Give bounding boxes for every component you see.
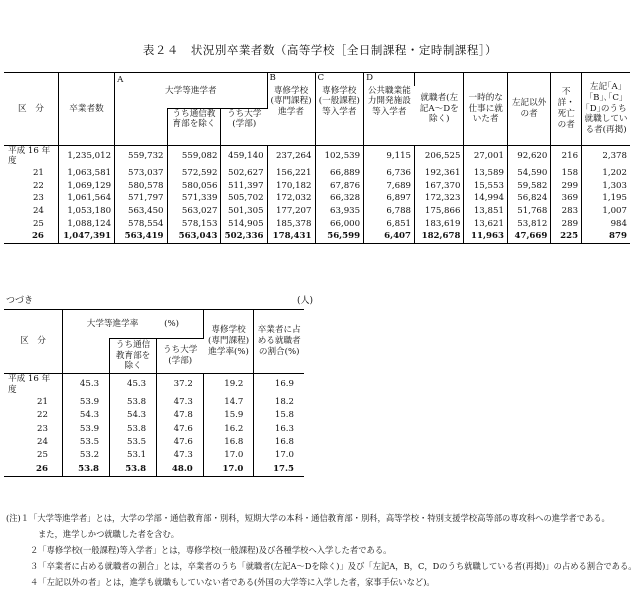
- cell-value: 1,235,012: [58, 145, 114, 167]
- cell-value: 501,305: [221, 205, 267, 218]
- cell-value: 511,397: [221, 180, 267, 193]
- cell-value: 879: [609, 231, 627, 242]
- t2-header-employ: 卒業者に占める就職者の割合(%): [254, 310, 304, 374]
- cell-value: 19.2: [203, 374, 254, 396]
- cell-value: 13,851: [464, 205, 507, 218]
- cell-value: 102,539: [315, 145, 364, 167]
- cell-value: 6,851: [364, 218, 415, 231]
- continued-label: つづき: [6, 296, 34, 306]
- cell-value: 54,590: [507, 167, 550, 180]
- cell-value: 66,889: [315, 167, 364, 180]
- cell-value: 59,582: [507, 180, 550, 193]
- cell-value: 563,043: [167, 230, 221, 243]
- note-line: (注)１「大学等進学者」とは，大学の学部・通信教育部・別科，短期大学の本科・通信教育部・別科，高等学校・特別支援学校高等部の専攻科への進学者である。: [6, 513, 610, 523]
- cell-value: 45.3: [62, 374, 109, 396]
- cell-value: 299: [551, 180, 582, 193]
- cell-value: 51,768: [507, 205, 550, 218]
- cell-value: 183,619: [415, 218, 464, 231]
- cell-value: 17.5: [273, 463, 294, 474]
- cell-value: 369: [551, 192, 582, 205]
- note-line: ４「左記以外の者」とは，進学も就職もしていない者である(外国の大学等に入学した者，家事手伝いなど)。: [30, 577, 435, 588]
- cell-value: 66,000: [315, 218, 364, 231]
- cell-value: 53.8: [110, 462, 157, 476]
- cell-value: 53.2: [62, 449, 109, 462]
- t2-header-rate: 大学等進学率 (%): [62, 310, 203, 339]
- cell-value: 573,037: [115, 167, 167, 180]
- cell-value: 185,378: [267, 218, 315, 231]
- cell-value: 11,963: [464, 230, 507, 243]
- cell-value: 237,264: [267, 145, 315, 167]
- cell-value: 170,182: [267, 180, 315, 193]
- cell-value: 53.8: [110, 395, 157, 408]
- cell-value: 53.8: [110, 422, 157, 435]
- row-year: 22: [4, 180, 58, 193]
- cell-value: 92,620: [507, 145, 550, 167]
- cell-value: 47.6: [157, 422, 204, 435]
- table-row: [4, 449, 304, 462]
- cell-value: 559,082: [167, 145, 221, 167]
- cell-value: 16.2: [203, 422, 254, 435]
- cell-value: 67,876: [315, 180, 364, 193]
- cell-value: 984: [610, 218, 627, 229]
- header-b-letter: B: [267, 73, 315, 86]
- note-line: ２「専修学校(一般課程)等入学者」とは，専修学校(一般課程)及び各種学校へ入学した者である。: [30, 545, 392, 556]
- cell-value: 47.6: [157, 436, 204, 449]
- header-other: 左記以外の者: [507, 73, 550, 146]
- cell-value: 572,592: [167, 167, 221, 180]
- row-year: 25: [4, 449, 62, 462]
- header-a-sub1: うち通信教育部を除く: [167, 108, 221, 145]
- cell-value: 167,370: [415, 180, 464, 193]
- table-row: [4, 374, 304, 396]
- cell-value: 1,069,129: [58, 180, 114, 193]
- cell-value: 206,525: [415, 145, 464, 167]
- table-row: [4, 422, 304, 435]
- cell-value: 172,032: [267, 192, 315, 205]
- cell-value: 178,431: [267, 230, 315, 243]
- cell-value: 15,553: [464, 180, 507, 193]
- row-year: 21: [4, 167, 58, 180]
- cell-value: 53.8: [62, 462, 109, 476]
- cell-value: 45.3: [110, 374, 157, 396]
- cell-value: 580,056: [167, 180, 221, 193]
- cell-value: 1,047,391: [58, 230, 114, 243]
- unit-label: (人): [297, 296, 314, 306]
- cell-value: 47.3: [157, 395, 204, 408]
- cell-value: 172,323: [415, 192, 464, 205]
- cell-value: 177,207: [267, 205, 315, 218]
- cell-value: 505,702: [221, 192, 267, 205]
- cell-value: 13,589: [464, 167, 507, 180]
- header-kubun: 区 分: [4, 73, 58, 146]
- cell-value: 578,153: [167, 218, 221, 231]
- cell-value: 6,788: [364, 205, 415, 218]
- cell-value: 15.8: [274, 410, 294, 421]
- table-row: [4, 395, 304, 408]
- table-row: [4, 192, 630, 205]
- cell-value: 7,689: [364, 180, 415, 193]
- cell-value: 6,897: [364, 192, 415, 205]
- cell-value: 571,797: [115, 192, 167, 205]
- cell-value: 53.9: [62, 422, 109, 435]
- cell-value: 17.0: [203, 449, 254, 462]
- table-row: [4, 167, 630, 180]
- cell-value: 56,824: [507, 192, 550, 205]
- table-row: [4, 436, 304, 449]
- cell-value: 225: [551, 230, 582, 243]
- cell-value: 63,935: [315, 205, 364, 218]
- cell-value: 580,578: [115, 180, 167, 193]
- cell-value: 53.1: [110, 449, 157, 462]
- header-employed: 就職者(左記A～Dを除く): [415, 73, 464, 146]
- cell-value: 1,007: [602, 205, 627, 216]
- cell-value: 17.0: [274, 450, 294, 461]
- cell-value: 6,407: [364, 230, 415, 243]
- t2-header-senshu: 専修学校(専門課程)進学率(%): [203, 310, 254, 374]
- cell-value: 283: [551, 205, 582, 218]
- cell-value: 56,599: [315, 230, 364, 243]
- cell-value: 13,621: [464, 218, 507, 231]
- cell-value: 16.9: [274, 379, 294, 390]
- cell-value: 6,736: [364, 167, 415, 180]
- cell-value: 563,027: [167, 205, 221, 218]
- table-row: [4, 230, 630, 243]
- cell-value: 54.3: [62, 409, 109, 422]
- header-a-sub2: うち大学(学部): [221, 108, 267, 145]
- cell-value: 66,328: [315, 192, 364, 205]
- table-row: [4, 462, 304, 476]
- header-c-title: 専修学校(一般課程)等入学者: [315, 86, 364, 146]
- row-year: 22: [4, 409, 62, 422]
- cell-value: 502,627: [221, 167, 267, 180]
- row-year: 26: [4, 230, 58, 243]
- cell-value: 502,336: [221, 230, 267, 243]
- row-year: 24: [4, 205, 58, 218]
- cell-value: 47,669: [507, 230, 550, 243]
- row-year: 23: [4, 422, 62, 435]
- cell-value: 1,053,180: [58, 205, 114, 218]
- cell-value: 17.0: [203, 462, 254, 476]
- t2-header-kubun: 区 分: [4, 310, 62, 374]
- cell-value: 563,419: [115, 230, 167, 243]
- row-year: 平成 16 年度: [4, 145, 58, 167]
- cell-value: 563,450: [115, 205, 167, 218]
- header-d-letter: D: [364, 73, 415, 86]
- cell-value: 18.2: [274, 396, 294, 407]
- table-title: 表２４ 状況別卒業者数（高等学校［全日制課程・定時制課程］）: [142, 43, 498, 57]
- header-a-letter: A: [115, 73, 267, 86]
- table-row: [4, 180, 630, 193]
- header-unknown: 不詳・死亡の者: [551, 73, 582, 146]
- cell-value: 1,061,564: [58, 192, 114, 205]
- cell-value: 571,339: [167, 192, 221, 205]
- cell-value: 16.8: [203, 436, 254, 449]
- cell-value: 192,361: [415, 167, 464, 180]
- row-year: 23: [4, 192, 58, 205]
- cell-value: 559,732: [115, 145, 167, 167]
- graduates-status-table: [4, 72, 630, 244]
- cell-value: 1,063,581: [58, 167, 114, 180]
- header-right: 左記｢A｣｢B｣､｢C｣｢D｣のうち就職している者(再掲): [582, 73, 630, 146]
- cell-value: 459,140: [221, 145, 267, 167]
- cell-value: 175,866: [415, 205, 464, 218]
- header-graduates: 卒業者数: [58, 73, 114, 146]
- cell-value: 578,554: [115, 218, 167, 231]
- notes: [6, 510, 636, 590]
- cell-value: 37.2: [157, 374, 204, 396]
- note-line: また，進学しかつ就職した者を含む。: [38, 529, 180, 540]
- cell-value: 1,202: [602, 168, 627, 179]
- row-year: 25: [4, 218, 58, 231]
- cell-value: 48.0: [157, 462, 204, 476]
- rates-table: [4, 309, 304, 477]
- cell-value: 2,378: [602, 151, 627, 162]
- t2-header-sub1: うち通信教育部を除く: [110, 339, 157, 374]
- header-d-title: 公共職業能力開発施設等入学者: [364, 86, 415, 146]
- cell-value: 9,115: [364, 145, 415, 167]
- row-year: 26: [4, 462, 62, 476]
- cell-value: 54.3: [110, 409, 157, 422]
- cell-value: 158: [551, 167, 582, 180]
- cell-value: 1,088,124: [58, 218, 114, 231]
- row-year: 21: [4, 395, 62, 408]
- header-b-title: 専修学校(専門課程)進学者: [267, 86, 315, 146]
- cell-value: 47.3: [157, 449, 204, 462]
- table-row: [4, 409, 304, 422]
- note-line: ３「卒業者に占める就職者の割合」とは，卒業者のうち「就職者(左記A～Dを除く)」及び「左記A，B，C，Dのうち就職している者(再掲)」の占める割合である。: [30, 561, 637, 572]
- cell-value: 1,303: [602, 180, 627, 191]
- table-row: [4, 205, 630, 218]
- cell-value: 182,678: [415, 230, 464, 243]
- cell-value: 14.7: [203, 395, 254, 408]
- cell-value: 1,195: [602, 193, 627, 204]
- cell-value: 216: [551, 145, 582, 167]
- table-row: [4, 145, 630, 167]
- cell-value: 53.5: [62, 436, 109, 449]
- t2-header-sub2: うち大学(学部): [157, 339, 204, 374]
- cell-value: 156,221: [267, 167, 315, 180]
- cell-value: 14,994: [464, 192, 507, 205]
- header-temp: 一時的な仕事に就いた者: [464, 73, 507, 146]
- cell-value: 16.8: [274, 436, 294, 447]
- cell-value: 27,001: [464, 145, 507, 167]
- cell-value: 53.5: [110, 436, 157, 449]
- cell-value: 53.9: [62, 395, 109, 408]
- row-year: 24: [4, 436, 62, 449]
- cell-value: 47.8: [157, 409, 204, 422]
- cell-value: 15.9: [203, 409, 254, 422]
- cell-value: 53,812: [507, 218, 550, 231]
- cell-value: 16.3: [274, 423, 294, 434]
- header-c-letter: C: [315, 73, 364, 86]
- table-row: [4, 218, 630, 231]
- row-year: 平成 16 年度: [4, 374, 62, 396]
- cell-value: 514,905: [221, 218, 267, 231]
- cell-value: 289: [551, 218, 582, 231]
- header-a-title: 大学等進学者: [115, 86, 267, 109]
